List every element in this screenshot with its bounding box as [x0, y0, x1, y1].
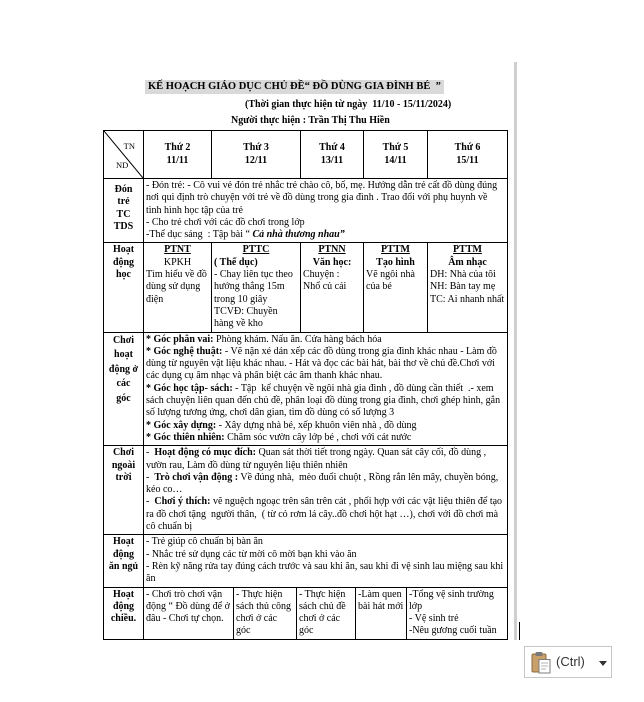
- row-label-outdoor: [104, 446, 144, 535]
- label-line: Chơi: [112, 447, 135, 459]
- welcome-line: - Đón trẻ: - Cô vui vẻ đón trẻ nhắc trẻ chào cô, bố, mẹ. Hướng dẫn trẻ cất đồ dùng đúng nơi qui định trò chuyện với trẻ về đồ dùng trong gia đình . Trao đổi với phụ huynh về tình hình học tập của trẻ: [146, 180, 500, 216]
- lesson-line: Nhổ củ cải: [303, 281, 347, 293]
- lesson-plan-table: [103, 130, 507, 640]
- corner-bottom-label: ND: [116, 159, 129, 170]
- day-date: 13/11: [320, 154, 344, 166]
- afternoon-line: -Tổng vệ sinh trường lớp: [409, 588, 494, 612]
- row-label-lessons: [104, 243, 144, 332]
- header-row: [104, 131, 508, 179]
- outdoor-item-text: Về đúng nhà, mèo đuổi chuột , Rồng rắn lên mây, chuyền bóng, kéo co…: [146, 471, 501, 496]
- lesson-line: - Chay liên tục theo hướng thẳng 15m trong 10 giây: [214, 269, 293, 305]
- day-date: 15/11: [456, 154, 479, 166]
- outdoor-item-title: Hoạt động có mục đích:: [154, 447, 257, 459]
- outdoor-item-prefix: -: [146, 496, 155, 508]
- day-name: Thứ 5: [382, 142, 409, 154]
- lesson-line: Chuyện :: [303, 269, 340, 281]
- meals-line: - Rèn kỹ năng rửa tay đúng cách trước và sau khi ăn, sau khi đi vệ sinh lau miệng sau khi ăn: [146, 560, 506, 585]
- paste-options-button[interactable]: [524, 646, 612, 678]
- text-cursor: [519, 622, 520, 640]
- lesson-subject: PTNN: [318, 244, 346, 256]
- afternoon-cell-tuesday: [234, 587, 297, 639]
- day-header-monday: [144, 131, 212, 179]
- morning-exercise-line: [146, 229, 505, 241]
- meals-row: [104, 535, 508, 587]
- day-header-thursday: [364, 131, 428, 179]
- corner-item-title: * Góc thiên nhiên:: [146, 431, 225, 443]
- afternoon-line: -Nêu gương cuối tuần: [409, 625, 497, 637]
- play-corners-row: [104, 332, 508, 446]
- exercise-song-title: Cả nhà thương nhau”: [252, 229, 345, 241]
- label-line: Hoạt: [112, 244, 135, 256]
- corner-cell: [104, 131, 144, 179]
- day-header-wednesday: [301, 131, 364, 179]
- document-author: Người thực hiện : Trần Thị Thu Hiền: [231, 115, 390, 126]
- exercise-text: -Thể dục sáng : Tập bài “: [146, 229, 253, 241]
- chevron-down-icon[interactable]: [599, 661, 607, 666]
- corner-item: [146, 383, 505, 420]
- corner-item: [146, 420, 505, 432]
- outdoor-item-prefix: -: [146, 471, 155, 483]
- label-line: Đón: [114, 184, 133, 195]
- afternoon-cell-thursday: [356, 587, 407, 639]
- play-corners-row-table: [103, 332, 508, 447]
- corner-top-label: TN: [123, 141, 135, 151]
- lesson-area: Văn học:: [312, 256, 352, 268]
- day-date: 14/11: [384, 154, 407, 166]
- label-line: hoạt: [114, 349, 133, 361]
- corner-item: [146, 432, 505, 444]
- label-line: trời: [115, 471, 132, 483]
- day-name: Thứ 4: [319, 142, 345, 154]
- lesson-line: Vẽ ngôi nhà của bé: [366, 269, 415, 293]
- afternoon-line: - Vệ sinh trẻ: [409, 613, 459, 625]
- label-line: động ở: [108, 363, 139, 375]
- label-line: Hoạt: [112, 536, 135, 548]
- play-corners-content: [144, 332, 508, 446]
- day-header-tuesday: [212, 131, 301, 179]
- meals-line: - Nhắc trẻ sử dụng các từ mời cô mời bạn khi vào ăn: [146, 548, 357, 560]
- day-date: 12/11: [244, 154, 268, 166]
- meals-content: [144, 535, 508, 587]
- day-name: Thứ 6: [454, 142, 481, 154]
- outdoor-item-prefix: -: [146, 447, 155, 459]
- row-label-afternoon: [104, 587, 144, 639]
- label-line: ăn ngủ: [108, 560, 139, 572]
- day-date: 11/11: [166, 154, 189, 166]
- lesson-cell-tuesday: [212, 243, 301, 332]
- lesson-line: TC: Ai nhanh nhất: [430, 293, 505, 305]
- outdoor-item: [146, 447, 505, 472]
- corner-item-title: * Góc nghệ thuật:: [146, 345, 223, 357]
- paste-options-label[interactable]: (Ctrl): [556, 654, 585, 669]
- outdoor-row-table: [103, 445, 508, 535]
- label-line: trẻ: [117, 196, 130, 208]
- day-name: Thứ 2: [164, 142, 191, 154]
- corner-item-title: * Góc học tập- sách:: [146, 382, 233, 394]
- header-row-table: [103, 130, 508, 179]
- corner-item-title: * Góc xây dựng:: [146, 419, 217, 431]
- day-name: Thứ 3: [243, 142, 269, 154]
- afternoon-row-table: [103, 587, 508, 640]
- lesson-cell-wednesday: [301, 243, 364, 332]
- lesson-area: Âm nhạc: [448, 256, 487, 268]
- corner-item-text: Phòng khám. Nấu ăn. Cửa hàng bách hóa: [213, 333, 382, 345]
- lesson-line: NH: Bàn tay mẹ: [430, 281, 496, 293]
- lessons-row-table: [103, 242, 508, 332]
- afternoon-line: - Thực hiện sách thủ công chơi ở các góc: [236, 588, 291, 637]
- meals-line: - Trẻ giúp cô chuẩn bị bàn ăn: [146, 536, 263, 548]
- welcome-row-table: [103, 178, 508, 243]
- lesson-line: Tìm hiểu về đồ dùng sử dụng điện: [146, 269, 207, 305]
- lesson-area: Tạo hình: [376, 256, 415, 268]
- afternoon-cell-monday: [144, 587, 234, 639]
- document-title: KẾ HOẠCH GIÁO DỤC CHỦ ĐỀ“ ĐỒ DÙNG GIA ĐÌNH BÉ ”: [145, 80, 444, 94]
- corner-item-text: - Tập kể chuyện về ngôi nhà gia đình , đồ dùng cần thiết .- xem sách chuyện liên quan đến chủ đề, phân loại đồ dùng trong gia đình, chơi ghép hình, gắn số lượng tương ứng, chơi dân gian, tìm đồ dùng có số lượng 3: [146, 382, 503, 419]
- outdoor-item-title: Chơi ý thích:: [154, 496, 211, 508]
- lessons-row: [104, 243, 508, 332]
- corner-item: [146, 334, 505, 346]
- row-label-play-corners: [104, 332, 144, 446]
- afternoon-cell-friday: [407, 587, 508, 639]
- label-line: TC: [116, 208, 131, 220]
- corner-item-text: - Xây dựng nhà bé, xếp khuôn viên nhà , đồ dùng: [216, 419, 417, 431]
- corner-item-text: Chăm sóc vườn cây lớp bé , chơi với cát nước: [224, 431, 412, 443]
- page-edge: [514, 62, 517, 640]
- meals-row-table: [103, 534, 508, 587]
- label-line: động: [112, 256, 135, 268]
- document-time-range: (Thời gian thực hiện từ ngày 11/10 - 15/11/2024): [245, 99, 452, 110]
- afternoon-line: - Chơi trò chơi vận động “ Đồ dùng để ở đâu - Chơi tự chọn.: [146, 588, 230, 625]
- label-line: góc: [116, 392, 131, 404]
- lesson-cell-monday: [144, 243, 212, 332]
- label-line: học: [116, 269, 131, 281]
- afternoon-line: - Thực hiện sách chủ đề chơi ở các góc: [299, 588, 346, 637]
- label-line: chiều.: [110, 613, 137, 625]
- outdoor-content: [144, 446, 508, 535]
- lesson-subject: PTNT: [164, 244, 191, 256]
- lesson-cell-thursday: [364, 243, 428, 332]
- outdoor-item-text: vẽ nguệch ngoạc trên sân trên cát , phối hợp với các vật liệu thiên để tạo ra đồ chơi tặng người thân, ( từ cỏ rơm lá cây..đồ chơi hột hạt …), chơi với đồ chơi mà cô chuẩn bị: [146, 496, 505, 533]
- label-line: Chơi: [112, 334, 135, 346]
- corner-item-title: * Góc phân vai:: [146, 333, 214, 345]
- lesson-line: TCVĐ: Chuyền hàng về kho: [214, 305, 278, 330]
- outdoor-item-text: Quan sát thời tiết trong ngày. Quan sát cây cối, đồ dùng , vườn rau, Làm đồ dùng từ nguyên liệu thiên nhiên: [146, 447, 489, 471]
- lesson-subject: PTTC: [242, 244, 270, 256]
- corner-item: [146, 346, 505, 383]
- label-line: Hoạt: [112, 588, 135, 600]
- welcome-row: [104, 179, 508, 243]
- clipboard-icon: [531, 651, 551, 674]
- row-label-meals: [104, 535, 144, 587]
- afternoon-line: -Làm quen bài hát mới: [358, 588, 404, 612]
- lesson-subject: PTTM: [381, 244, 410, 256]
- label-line: động: [112, 600, 135, 612]
- label-line: TDS: [113, 220, 134, 232]
- label-line: ngoài: [111, 459, 136, 471]
- corner-item-text: - Vẽ nặn xé dán xếp các đồ dùng trong gia đình khác nhau - Làm đồ dùng từ nguyên vật liệu khác nhau. - Hát và đọc các bài hát, bài thơ về chủ đề.Chơi với các dụng cụ âm nhạc và phân biệt các âm thanh khác nhau.: [146, 345, 500, 382]
- label-line: động: [112, 548, 135, 560]
- row-label-welcome: [104, 179, 144, 243]
- outdoor-item: [146, 472, 505, 497]
- day-header-friday: [428, 131, 508, 179]
- welcome-line: - Cho trẻ chơi với các đồ chơi trong lớp: [146, 216, 305, 228]
- lesson-line: DH: Nhà của tôi: [430, 269, 496, 281]
- lesson-area: ( Thể dục): [214, 256, 258, 268]
- outdoor-row: [104, 446, 508, 535]
- lesson-cell-friday: [428, 243, 508, 332]
- lesson-area: KPKH: [163, 256, 192, 268]
- afternoon-row: [104, 587, 508, 639]
- label-line: các: [116, 378, 131, 390]
- outdoor-item-title: Trò chơi vận động :: [154, 471, 239, 483]
- lesson-subject: PTTM: [453, 244, 482, 256]
- afternoon-cell-wednesday: [297, 587, 356, 639]
- outdoor-item: [146, 496, 505, 533]
- welcome-content: [144, 179, 508, 243]
